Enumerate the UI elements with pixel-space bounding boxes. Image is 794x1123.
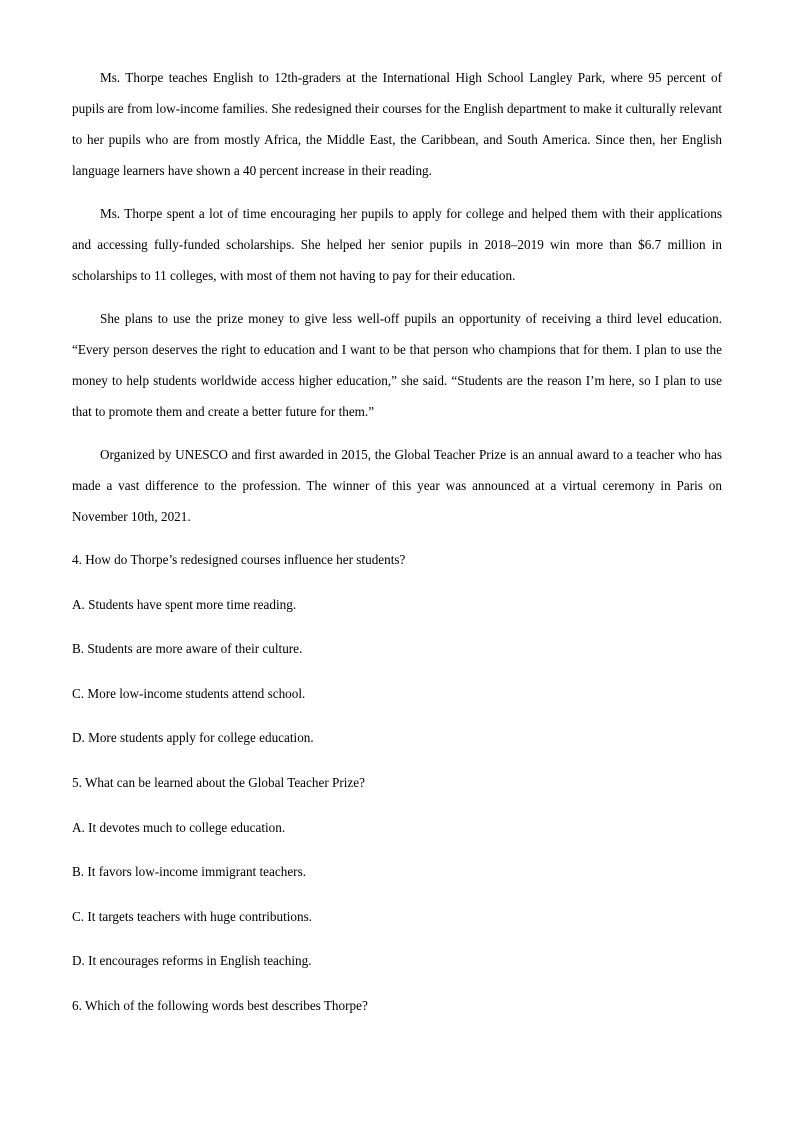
question-5-option-c: C. It targets teachers with huge contributions. bbox=[72, 908, 313, 924]
question-4-option-d: D. More students apply for college education. bbox=[72, 730, 314, 746]
question-5-option-a: A. It devotes much to college education. bbox=[72, 819, 286, 835]
question-4-option-c: C. More low-income students attend school. bbox=[72, 685, 306, 701]
question-4-stem: 4. How do Thorpe’s redesigned courses influence her students? bbox=[72, 552, 406, 567]
question-5-stem: 5. What can be learned about the Global Teacher Prize? bbox=[72, 774, 365, 790]
question-4-option-b: B. Students are more aware of their culture. bbox=[72, 641, 303, 657]
document-page bbox=[72, 62, 722, 1035]
passage-paragraph: She plans to use the prize money to give less well-off pupils an opportunity of receiving a third level education. “Every person deserves the right to education and I want to be that person who champions that for them. I plan to use the money to help students worldwide access higher education,” she said. “Students are the reason I’m here, so I plan to use that to promote them and create a better future for them.” bbox=[72, 311, 722, 419]
passage-paragraph: Organized by UNESCO and first awarded in 2015, the Global Teacher Prize is an annual award to a teacher who has made a vast difference to the profession. The winner of this year was announced at a virtual ceremony in Paris on November 10th, 2021. bbox=[72, 447, 722, 524]
question-list bbox=[72, 544, 722, 1021]
passage-paragraph: Ms. Thorpe teaches English to 12th-graders at the International High School Langley Park, where 95 percent of pupils are from low-income families. She redesigned their courses for the English department to make it culturally relevant to her pupils who are from mostly Africa, the Middle East, the Caribbean, and South America. Since then, her English language learners have shown a 40 percent increase in their reading. bbox=[72, 70, 722, 178]
question-4-option-a: A. Students have spent more time reading. bbox=[72, 596, 297, 612]
reading-passage bbox=[72, 62, 722, 532]
question-5-option-d: D. It encourages reforms in English teaching. bbox=[72, 953, 312, 969]
question-6-stem: 6. Which of the following words best describes Thorpe? bbox=[72, 997, 368, 1013]
passage-paragraph: Ms. Thorpe spent a lot of time encouraging her pupils to apply for college and helped them with their applications and accessing fully-funded scholarships. She helped her senior pupils in 2018–2019 win more than $6.7 million in scholarships to 11 colleges, with most of them not having to pay for their education. bbox=[72, 206, 722, 283]
question-5-option-b: B. It favors low-income immigrant teachers. bbox=[72, 864, 307, 880]
